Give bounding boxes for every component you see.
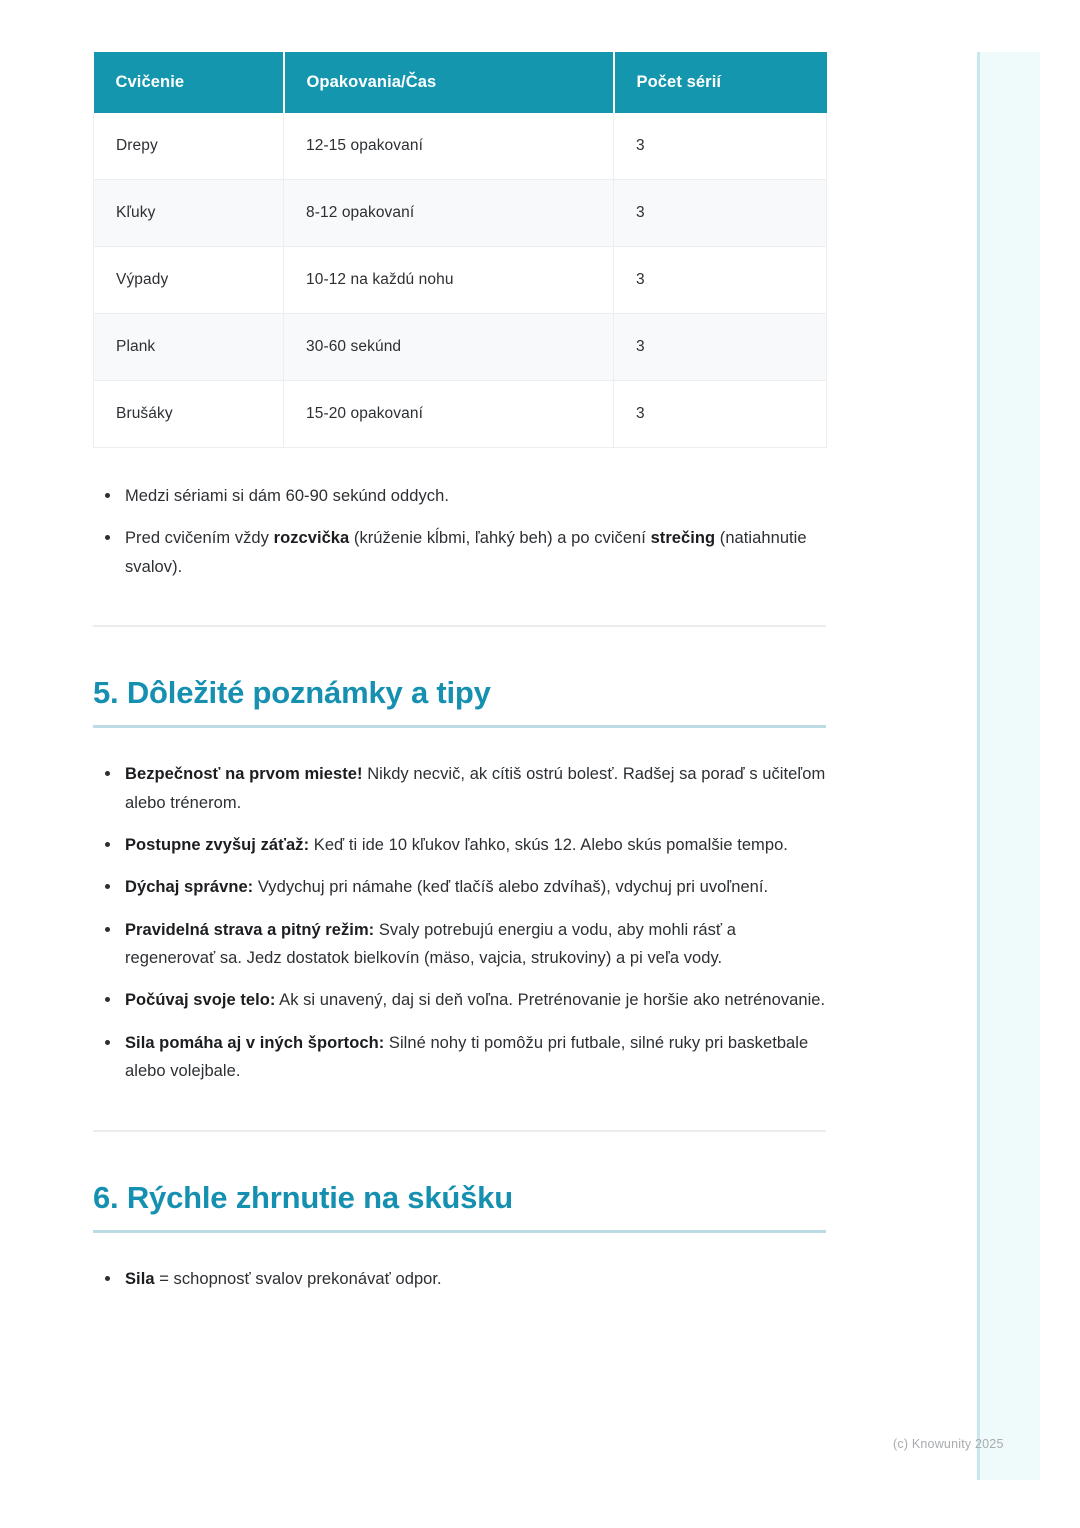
page-title-section-6: 6. Rýchle zhrnutie na skúšku <box>93 1179 513 1215</box>
note-text-post: (natiahnutie svalov). <box>125 529 807 576</box>
note-text-mid: (krúženie kĺbmi, ľahký beh) a po cvičení <box>349 529 651 548</box>
note-bold-stretching: strečing <box>650 529 716 548</box>
note-text: Medzi sériami si dám 60-90 sekúnd oddych. <box>125 487 449 505</box>
list-item <box>93 873 826 901</box>
table-row <box>94 247 827 314</box>
cell-exercise: Drepy <box>94 113 284 180</box>
cell-sets: 3 <box>614 180 827 247</box>
cell-reps-time: 15-20 opakovaní <box>284 381 614 448</box>
cell-sets: 3 <box>614 314 827 381</box>
list-item-text: Silné nohy ti pomôžu pri futbale, silné ruky pri basketbale alebo volejbale. <box>125 1033 809 1081</box>
list-item-text: = schopnosť svalov prekonávať odpor. <box>154 1269 442 1288</box>
table-row <box>94 180 827 247</box>
cell-reps-time: 30-60 sekúnd <box>284 314 614 381</box>
list-item-text: Vydychuj pri námahe (keď tlačíš alebo zdvíhaš), vdychuj pri uvoľnení. <box>253 878 769 897</box>
list-item-text: Keď ti ide 10 kľukov ľahko, skús 12. Alebo skús pomalšie tempo. <box>309 835 788 854</box>
list-item <box>93 1265 826 1293</box>
cell-reps-time: 10-12 na každú nohu <box>284 247 614 314</box>
table-row <box>94 314 827 381</box>
list-item <box>93 760 826 817</box>
section-5-list <box>93 760 826 1085</box>
list-item-text: Ak si unavený, daj si deň voľna. Pretrénovanie je horšie ako netrénovanie. <box>275 991 826 1010</box>
cell-sets: 3 <box>614 113 827 180</box>
list-item-text: Svaly potrebujú energiu a vodu, aby mohli rásť a regenerovať sa. Jedz dostatok bielkovín (mäso, vajcia, strukoviny) a pi veľa vody. <box>125 920 736 967</box>
table-row <box>94 381 827 448</box>
section-5 <box>93 625 826 1085</box>
workout-table <box>93 52 827 448</box>
table-header-row <box>94 52 827 113</box>
copyright-watermark: (c) Knowunity 2025 <box>893 1437 1004 1451</box>
list-item-lead: Sila <box>125 1269 155 1288</box>
list-item-lead: Počúvaj svoje telo: <box>125 991 276 1010</box>
table-row <box>94 113 827 180</box>
list-item-text: Nikdy necvič, ak cítiš ostrú bolesť. Radšej sa poraď s učiteľom alebo trénerom. <box>125 765 826 812</box>
column-header-sets: Počet sérií <box>614 52 827 113</box>
section-title-rule <box>93 1230 826 1233</box>
column-header-reps-time: Opakovania/Čas <box>284 52 614 113</box>
list-item <box>93 831 826 859</box>
section-6-list <box>93 1265 826 1293</box>
cell-sets: 3 <box>614 247 827 314</box>
right-side-panel <box>977 52 1040 1480</box>
list-item <box>93 986 826 1014</box>
cell-exercise: Brušáky <box>94 381 284 448</box>
cell-sets: 3 <box>614 381 827 448</box>
list-item-lead: Pravidelná strava a pitný režim: <box>125 920 375 939</box>
note-text-pre: Pred cvičením vždy <box>125 529 274 548</box>
document-page <box>93 52 826 1307</box>
list-item-lead: Bezpečnosť na prvom mieste! <box>125 765 363 784</box>
cell-reps-time: 8-12 opakovaní <box>284 180 614 247</box>
cell-exercise: Plank <box>94 314 284 381</box>
column-header-exercise: Cvičenie <box>94 52 284 113</box>
cell-exercise: Výpady <box>94 247 284 314</box>
list-item-lead: Dýchaj správne: <box>125 878 254 897</box>
section-title-rule <box>93 725 826 728</box>
list-item-lead: Postupne zvyšuj záťaž: <box>125 835 310 854</box>
section-6 <box>93 1130 826 1293</box>
cell-exercise: Kľuky <box>94 180 284 247</box>
list-item <box>93 482 826 510</box>
list-item <box>93 524 826 581</box>
notes-after-table-list <box>93 482 826 581</box>
cell-reps-time: 12-15 opakovaní <box>284 113 614 180</box>
list-item <box>93 916 826 973</box>
page-title-section-5: 5. Dôležité poznámky a tipy <box>93 675 491 711</box>
list-item-lead: Sila pomáha aj v iných športoch: <box>125 1033 385 1052</box>
list-item <box>93 1029 826 1086</box>
note-bold-warmup: rozcvička <box>273 529 350 548</box>
